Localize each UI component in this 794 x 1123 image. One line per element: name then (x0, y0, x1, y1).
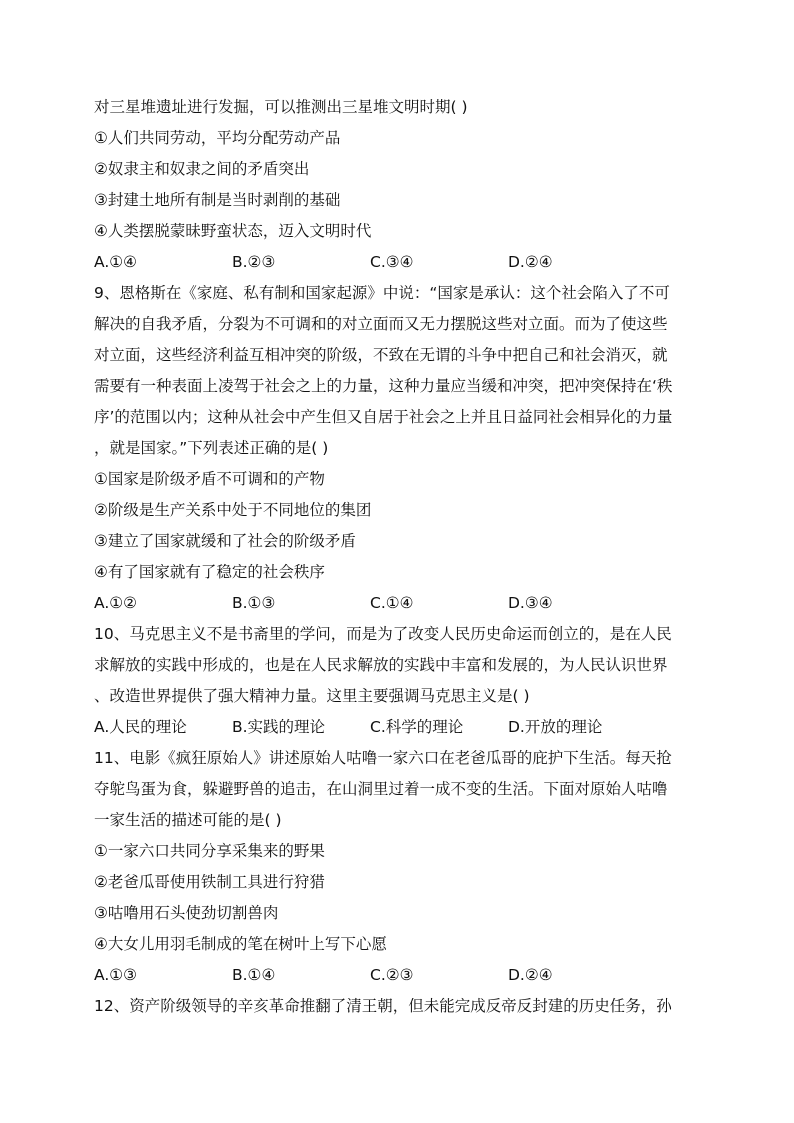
choice-line: ②奴隶主和奴隶之间的矛盾突出 (94, 160, 310, 178)
choice-line: ①一家六口共同分享采集来的野果 (94, 842, 325, 860)
answer-option-d: D.开放的理论 (508, 718, 603, 736)
answer-option-a: A.①② (94, 594, 138, 612)
answer-options-row (94, 247, 702, 278)
answer-option-d: D.③④ (508, 594, 553, 612)
answer-option-c: C.②③ (370, 966, 414, 984)
question-stem-line: 对立面，这些经济利益互相冲突的阶级，不致在无谓的斗争中把自己和社会消灭，就 (94, 346, 668, 364)
choice-line: ③封建土地所有制是当时剥削的基础 (94, 191, 341, 209)
choice-line: ①人们共同劳动，平均分配劳动产品 (94, 129, 341, 147)
choice-line: ④大女儿用羽毛制成的笔在树叶上写下心愿 (94, 935, 387, 953)
question-stem-line: 10、马克思主义不是书斋里的学问，而是为了改变人民历史命运而创立的，是在人民 (94, 625, 672, 643)
answer-option-b: B.①④ (232, 966, 276, 984)
choice-line: ④有了国家就有了稳定的社会秩序 (94, 563, 325, 581)
answer-options-row (94, 960, 702, 991)
question-stem-line: 、改造世界提供了强大精神力量。这里主要强调马克思主义是( ) (94, 687, 530, 705)
choice-line: ③建立了国家就缓和了社会的阶级矛盾 (94, 532, 356, 550)
question-stem-line: 12、资产阶级领导的辛亥革命推翻了清王朝，但未能完成反帝反封建的历史任务，孙 (94, 997, 672, 1015)
answer-option-a: A.①③ (94, 966, 138, 984)
answer-option-a: A.人民的理论 (94, 718, 187, 736)
answer-option-b: B.①③ (232, 594, 276, 612)
question-stem-line: 求解放的实践中形成的，也是在人民求解放的实践中丰富和发展的，为人民认识世界 (94, 656, 668, 674)
question-stem-line: 对三星堆遗址进行发掘，可以推测出三星堆文明时期( ) (94, 98, 468, 116)
answer-option-a: A.①④ (94, 253, 138, 271)
question-stem-line: 需要有一种表面上凌驾于社会之上的力量，这种力量应当缓和冲突，把冲突保持在‘秩 (94, 377, 673, 395)
choice-line: ④人类摆脱蒙昧野蛮状态，迈入文明时代 (94, 222, 372, 240)
answer-option-d: D.②④ (508, 253, 553, 271)
answer-option-c: C.③④ (370, 253, 414, 271)
answer-option-b: B.②③ (232, 253, 276, 271)
question-stem-line: 解决的自我矛盾，分裂为不可调和的对立面而又无力摆脱这些对立面。而为了使这些 (94, 315, 668, 333)
question-stem-line: 11、电影《疯狂原始人》讲述原始人咕噜一家六口在老爸瓜哥的庇护下生活。每天抢 (94, 749, 672, 767)
answer-option-b: B.实践的理论 (232, 718, 326, 736)
choice-line: ①国家是阶级矛盾不可调和的产物 (94, 470, 325, 488)
question-stem-line: 夺鸵鸟蛋为食，躲避野兽的追击，在山洞里过着一成不变的生活。下面对原始人咕噜 (94, 780, 668, 798)
choice-line: ②阶级是生产关系中处于不同地位的集团 (94, 501, 372, 519)
question-stem-line: 一家生活的描述可能的是( ) (94, 811, 282, 829)
question-content (94, 92, 702, 1022)
answer-options-row (94, 712, 702, 743)
question-stem-line: ，就是国家。”下列表述正确的是( ) (94, 439, 329, 457)
answer-option-c: C.①④ (370, 594, 414, 612)
answer-options-row (94, 588, 702, 619)
choice-line: ②老爸瓜哥使用铁制工具进行狩猎 (94, 873, 325, 891)
answer-option-c: C.科学的理论 (370, 718, 464, 736)
answer-option-d: D.②④ (508, 966, 553, 984)
question-stem-line: 序’的范围以内；这种从社会中产生但又自居于社会之上并且日益同社会相异化的力量 (94, 408, 673, 426)
question-stem-line: 9、恩格斯在《家庭、私有制和国家起源》中说：“国家是承认：这个社会陷入了不可 (94, 284, 670, 302)
choice-line: ③咕噜用石头使劲切割兽肉 (94, 904, 279, 922)
